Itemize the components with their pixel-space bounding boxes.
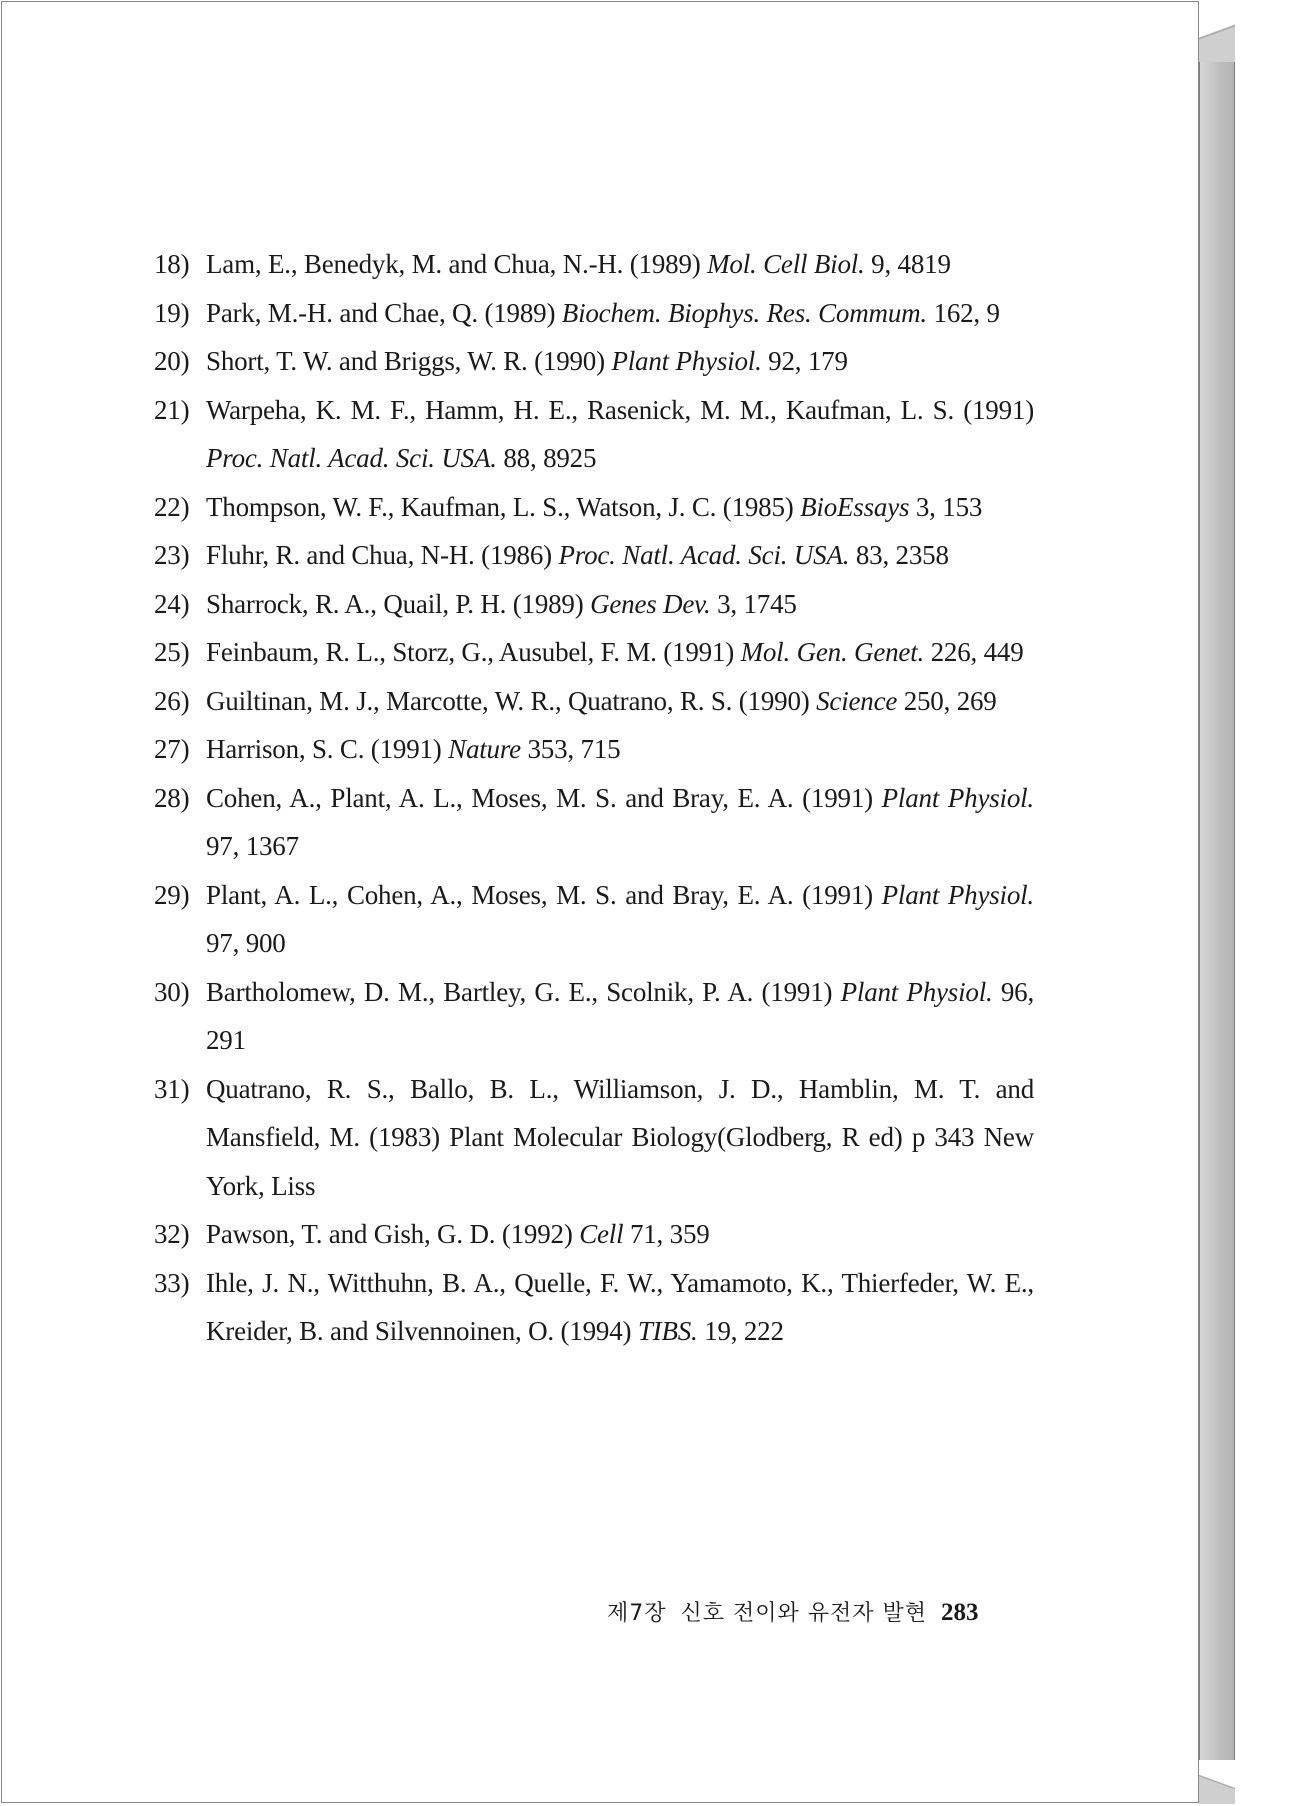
reference-number: 23) bbox=[154, 540, 190, 570]
reference-volume-page: 19, 222 bbox=[697, 1316, 784, 1346]
reference-number: 24) bbox=[154, 588, 190, 619]
chapter-title: 신호 전이와 유전자 발현 bbox=[680, 1601, 928, 1626]
reference-volume-page: 83, 2358 bbox=[849, 540, 949, 570]
reference-volume-page: 97, 1367 bbox=[206, 831, 299, 861]
reference-volume-page: 97, 900 bbox=[206, 928, 286, 958]
reference-authors: Park, M.-H. and Chae, Q. (1989) bbox=[206, 297, 562, 328]
reference-number: 29) bbox=[154, 879, 190, 910]
reference-number: 32) bbox=[154, 1219, 190, 1249]
reference-number: 33) bbox=[154, 1267, 190, 1298]
reference-number: 22) bbox=[154, 491, 190, 522]
reference-number: 20) bbox=[154, 346, 190, 376]
reference-journal: Science bbox=[816, 685, 898, 716]
reference-volume-page: 226, 449 bbox=[924, 637, 1024, 667]
reference-journal: Plant Physiol. bbox=[611, 346, 762, 376]
reference-authors: Warpeha, K. M. F., Hamm, H. E., Rasenick, M. M., Kaufman, L. S. (1991) bbox=[206, 394, 1034, 425]
reference-authors: Quatrano, R. S., Ballo, B. L., Williamson, J. D., Hamblin, M. T. and Mansfield, M. (1983) Plant Molecular Biology(Glodberg, R ed) p 343 New York, Liss bbox=[206, 1073, 1034, 1201]
reference-journal: Mol. Gen. Genet. bbox=[740, 637, 925, 667]
reference-item bbox=[154, 483, 1034, 532]
reference-authors: Lam, E., Benedyk, M. and Chua, N.-H. (1989) bbox=[206, 249, 708, 279]
spine-top-bevel bbox=[1199, 2, 1235, 62]
reference-authors: Fluhr, R. and Chua, N-H. (1986) bbox=[206, 540, 559, 570]
reference-authors: Ihle, J. N., Witthuhn, B. A., Quelle, F. W., Yamamoto, K., Thierfeder, W. E., Kreider, B. and Silvennoinen, O. (1994) bbox=[206, 1267, 1034, 1346]
book-page bbox=[1, 1, 1199, 1803]
reference-volume-page: 250, 269 bbox=[897, 685, 997, 716]
reference-number: 21) bbox=[154, 394, 190, 425]
reference-volume-page: 353, 715 bbox=[520, 734, 621, 764]
reference-volume-page: 9, 4819 bbox=[864, 249, 951, 279]
reference-volume-page: 3, 1745 bbox=[710, 588, 797, 619]
reference-authors: Pawson, T. and Gish, G. D. (1992) bbox=[206, 1219, 580, 1249]
reference-list bbox=[154, 240, 1034, 1356]
reference-authors: Thompson, W. F., Kaufman, L. S., Watson, J. C. (1985) bbox=[206, 491, 801, 522]
reference-authors: Feinbaum, R. L., Storz, G., Ausubel, F. M. (1991) bbox=[206, 637, 741, 667]
reference-authors: Bartholomew, D. M., Bartley, G. E., Scolnik, P. A. (1991) bbox=[206, 976, 841, 1007]
reference-item bbox=[154, 1210, 1034, 1259]
reference-item bbox=[154, 968, 1034, 1065]
reference-volume-page: 3, 153 bbox=[909, 491, 983, 522]
reference-authors: Plant, A. L., Cohen, A., Moses, M. S. and Bray, E. A. (1991) bbox=[206, 879, 882, 910]
reference-authors: Guiltinan, M. J., Marcotte, W. R., Quatrano, R. S. (1990) bbox=[206, 685, 817, 716]
chapter-label: 제7장 bbox=[607, 1601, 667, 1626]
reference-journal: Proc. Natl. Acad. Sci. USA. bbox=[558, 540, 850, 570]
reference-volume-page: 71, 359 bbox=[623, 1219, 710, 1249]
reference-item bbox=[154, 725, 1034, 774]
reference-authors: Short, T. W. and Briggs, W. R. (1990) bbox=[206, 346, 612, 376]
reference-authors: Harrison, S. C. (1991) bbox=[206, 734, 449, 764]
reference-item bbox=[154, 871, 1034, 968]
reference-item bbox=[154, 386, 1034, 483]
reference-volume-page: 88, 8925 bbox=[496, 443, 597, 473]
reference-number: 18) bbox=[154, 249, 190, 279]
reference-journal: Nature bbox=[448, 734, 521, 764]
reference-item bbox=[154, 337, 1034, 386]
reference-authors: Sharrock, R. A., Quail, P. H. (1989) bbox=[206, 588, 591, 619]
reference-journal: Mol. Cell Biol. bbox=[707, 249, 865, 279]
reference-volume-page: 96, 291 bbox=[206, 976, 1034, 1055]
reference-number: 31) bbox=[154, 1073, 190, 1104]
reference-journal: Proc. Natl. Acad. Sci. USA. bbox=[206, 443, 497, 473]
reference-journal: BioEssays bbox=[800, 491, 910, 522]
reference-volume-page: 92, 179 bbox=[761, 346, 848, 376]
reference-journal: Plant Physiol. bbox=[881, 879, 1034, 910]
reference-item bbox=[154, 1259, 1034, 1356]
page-number: 283 bbox=[941, 1599, 979, 1626]
spine-bottom-bevel bbox=[1199, 1760, 1235, 1804]
reference-number: 30) bbox=[154, 976, 190, 1007]
reference-item bbox=[154, 774, 1034, 871]
reference-item bbox=[154, 1065, 1034, 1211]
reference-item bbox=[154, 289, 1034, 338]
reference-journal: Plant Physiol. bbox=[881, 782, 1034, 813]
reference-item bbox=[154, 240, 1034, 289]
book-spine-edge bbox=[1199, 2, 1235, 1804]
reference-item bbox=[154, 677, 1034, 726]
reference-journal: Genes Dev. bbox=[590, 588, 711, 619]
reference-item bbox=[154, 628, 1034, 677]
reference-journal: Cell bbox=[579, 1219, 624, 1249]
reference-item bbox=[154, 580, 1034, 629]
reference-number: 19) bbox=[154, 297, 190, 328]
reference-journal: TIBS. bbox=[637, 1316, 698, 1346]
reference-number: 25) bbox=[154, 637, 190, 667]
reference-journal: Plant Physiol. bbox=[840, 976, 993, 1007]
reference-volume-page: 162, 9 bbox=[926, 297, 1000, 328]
reference-number: 27) bbox=[154, 734, 190, 764]
reference-number: 28) bbox=[154, 782, 190, 813]
reference-authors: Cohen, A., Plant, A. L., Moses, M. S. and Bray, E. A. (1991) bbox=[206, 782, 882, 813]
reference-journal: Biochem. Biophys. Res. Commum. bbox=[561, 297, 927, 328]
reference-number: 26) bbox=[154, 685, 190, 716]
page-footer bbox=[607, 1596, 979, 1627]
reference-item bbox=[154, 531, 1034, 580]
